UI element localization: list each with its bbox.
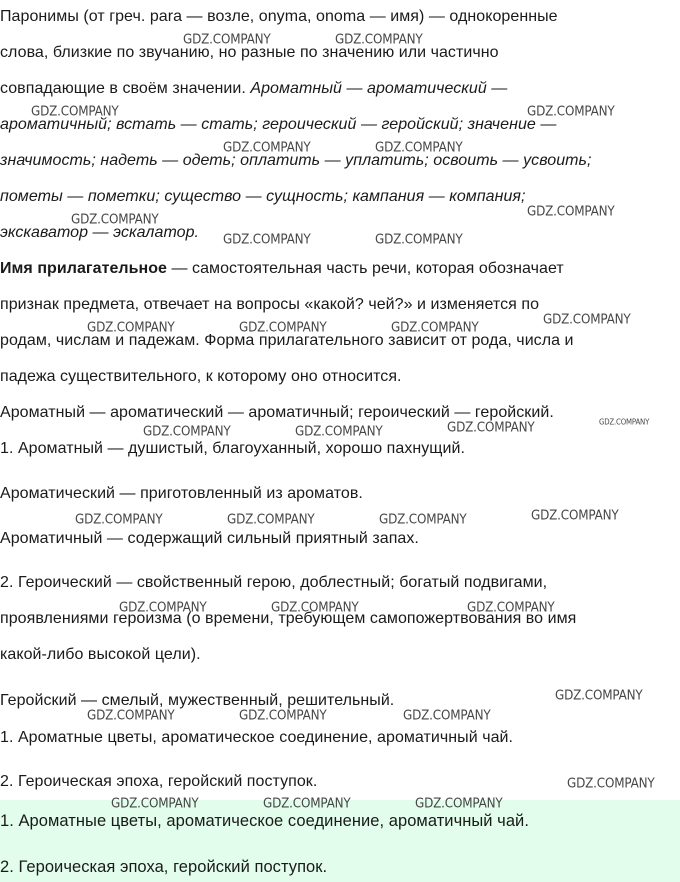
watermark: GDZ.COMPANY — [223, 139, 311, 155]
watermark: GDZ.COMPANY — [567, 775, 655, 791]
watermark: GDZ.COMPANY — [527, 203, 615, 219]
definition-aromatny: 1. Ароматный — душистый, благоуханный, хорошо пахнущий. — [0, 440, 465, 457]
watermark: GDZ.COMPANY — [295, 423, 383, 439]
watermark: GDZ.COMPANY — [415, 795, 503, 811]
watermark: GDZ.COMPANY — [391, 319, 479, 335]
answer-line-2: 2. Героическая эпоха, геройский поступок. — [0, 858, 328, 876]
definition-geroichesky-1: 2. Героический — свойственный герою, доблестный; богатый подвигами, — [0, 574, 548, 591]
watermark: GDZ.COMPANY — [263, 795, 351, 811]
watermark: GDZ.COMPANY — [375, 139, 463, 155]
intro-line-7: экскаватор — эскалатор. — [0, 224, 200, 241]
watermark: GDZ.COMPANY — [555, 687, 643, 703]
watermark: GDZ.COMPANY — [183, 31, 271, 47]
intro-line-2: слова, близкие по звучанию, но разные по значению или частично — [0, 44, 499, 61]
watermark: GDZ.COMPANY — [87, 707, 175, 723]
adjective-term: Имя прилагательное — [0, 260, 167, 277]
definition-aromatichesky: Ароматический — приготовленный из ароматов. — [0, 485, 363, 502]
watermark: GDZ.COMPANY — [87, 319, 175, 335]
watermark: GDZ.COMPANY — [271, 599, 359, 615]
watermark: GDZ.COMPANY — [375, 231, 463, 247]
watermark: GDZ.COMPANY — [75, 511, 163, 527]
adjective-line-1-rest: — самостоятельная часть речи, которая обозначает — [167, 260, 564, 277]
answer-line-1: 1. Ароматные цветы, ароматическое соединение, ароматичный чай. — [0, 812, 529, 830]
example-1: 1. Ароматные цветы, ароматическое соединение, ароматичный чай. — [0, 729, 514, 746]
intro-line-3 — [0, 80, 507, 98]
intro-line-1: Паронимы (от греч. para — возле, onyma, onoma — имя) — однокоренные — [0, 8, 558, 25]
watermark: GDZ.COMPANY — [119, 599, 207, 615]
watermark: GDZ.COMPANY — [143, 423, 231, 439]
answer-block — [0, 800, 680, 882]
watermark: GDZ.COMPANY — [31, 103, 119, 119]
intro-line-6: пометы — пометки; существо — сущность; кампания — компания; — [0, 188, 526, 205]
adjective-line-1 — [0, 260, 564, 278]
watermark: GDZ.COMPANY — [71, 211, 159, 227]
watermark: GDZ.COMPANY — [531, 507, 619, 523]
watermark: GDZ.COMPANY — [447, 419, 535, 435]
watermark: GDZ.COMPANY — [239, 707, 327, 723]
watermark: GDZ.COMPANY — [227, 511, 315, 527]
definition-geroysky: Геройский — смелый, мужественный, решительный. — [0, 692, 395, 709]
pairs-line: Ароматный — ароматический — ароматичный; героический — геройский. — [0, 404, 554, 421]
adjective-line-3: родам, числам и падежам. Форма прилагательного зависит от рода, числа и — [0, 332, 574, 349]
intro-line-4: ароматичный; встать — стать; героический — геройский; значение — — [0, 116, 557, 133]
watermark: GDZ.COMPANY — [543, 311, 631, 327]
intro-line-3-italic: Ароматный — ароматический — — [250, 80, 508, 97]
intro-line-3-plain: совпадающие в своём значении. — [0, 80, 251, 97]
watermark: GDZ.COMPANY — [335, 31, 423, 47]
watermark: GDZ.COMPANY — [403, 707, 491, 723]
definition-aromatichny: Ароматичный — содержащий сильный приятный запах. — [0, 530, 419, 547]
definition-geroichesky-2: проявлениями героизма (о времени, требующем самопожертвования во имя — [0, 610, 577, 627]
adjective-line-2: признак предмета, отвечает на вопросы «какой? чей?» и изменяется по — [0, 296, 540, 313]
watermark: GDZ.COMPANY — [223, 231, 311, 247]
definition-geroichesky-3: какой-либо высокой цели). — [0, 646, 201, 663]
watermark: GDZ.COMPANY — [467, 599, 555, 615]
watermark: GDZ.COMPANY — [527, 103, 615, 119]
watermark: GDZ.COMPANY — [111, 795, 199, 811]
watermark: GDZ.COMPANY — [239, 319, 327, 335]
intro-line-5: значимость; надеть — одеть; оплатить — уплатить; освоить — усвоить; — [0, 152, 592, 169]
watermark: GDZ.COMPANY — [599, 418, 650, 427]
adjective-line-4: падежа существительного, к которому оно относится. — [0, 368, 402, 385]
watermark: GDZ.COMPANY — [379, 511, 467, 527]
example-2: 2. Героическая эпоха, геройский поступок. — [0, 773, 318, 790]
